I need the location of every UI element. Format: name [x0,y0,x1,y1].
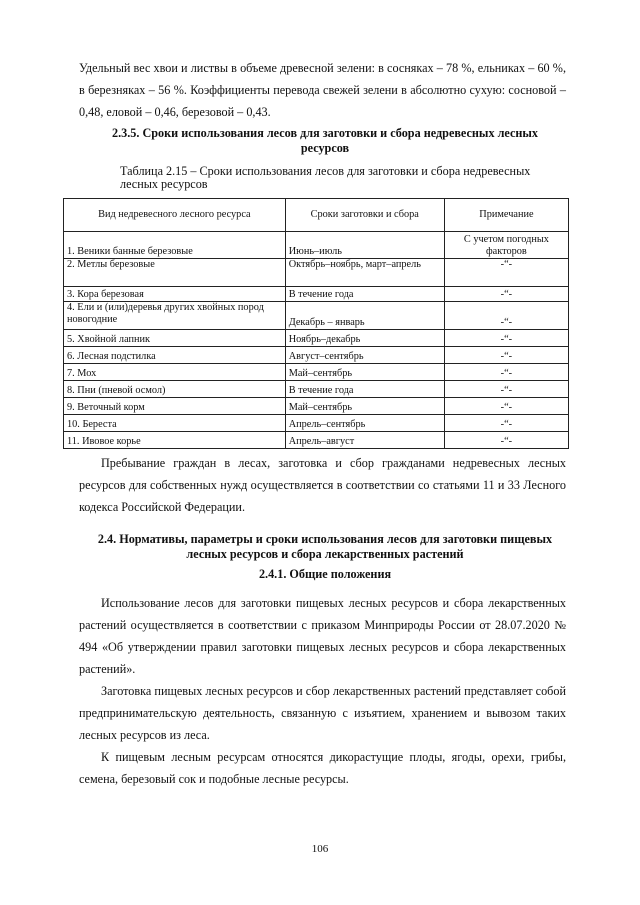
cell-period: В течение года [285,287,444,302]
table-row [64,302,569,330]
cell-type: 2. Метлы березовые [64,259,286,287]
cell-period: Июнь–июль [285,232,444,259]
cell-note: -“- [444,364,568,381]
header-resource-type: Вид недревесного лесного ресурса [64,199,286,232]
cell-period: Август–сентябрь [285,347,444,364]
cell-period: В течение года [285,381,444,398]
cell-note: -“- [444,415,568,432]
cell-note: -“- [444,287,568,302]
cell-note: -“- [444,330,568,347]
cell-period: Декабрь – январь [285,302,444,330]
cell-type: 7. Мох [64,364,286,381]
cell-period: Май–сентябрь [285,398,444,415]
paragraph-legal-basis: Использование лесов для заготовки пищевых лесных ресурсов и сбора лекарственных растений осуществляется в соответствии с приказом Минприроды России от 28.07.2020 № 494 «Об утверждении правил заготовки пищевых лесных ресурсов и сбора лекарственных растений». [79,596,566,676]
section-2-4-heading: 2.4. Нормативы, параметры и сроки использования лесов для заготовки пищевых лесных ресурсов и сбора лекарственных растений [97,532,553,561]
cell-note: -“- [444,347,568,364]
section-2-4-1-heading: 2.4.1. Общие положения [258,567,392,581]
cell-type: 5. Хвойной лапник [64,330,286,347]
cell-type: 6. Лесная подстилка [64,347,286,364]
cell-note: С учетом погодных факторов [444,232,568,259]
table-row [64,432,569,449]
cell-period: Апрель–август [285,432,444,449]
table-row [64,398,569,415]
after-table-paragraph: Пребывание граждан в лесах, заготовка и сбор гражданами недревесных лесных ресурсов для собственных нужд осуществляется в соответствии со статьями 11 и 33 Лесного кодекса Российской Федерации. [79,456,566,514]
table-row [64,287,569,302]
header-note: Примечание [444,199,568,232]
page-number: 106 [311,843,329,855]
cell-type: 1. Веники банные березовые [64,232,286,259]
cell-period: Май–сентябрь [285,364,444,381]
resources-table [63,198,569,449]
cell-period: Апрель–сентябрь [285,415,444,432]
table-row [64,232,569,259]
intro-paragraph: Удельный вес хвои и листвы в объеме древесной зелени: в сосняках – 78 %, ельниках – 60 %, в березняках – 56 %. Коэффициенты перевода свежей зелени в абсолютно сухую: сосновой – 0,48, еловой – 0,46, березовой – 0,43. [79,61,566,119]
cell-period: Ноябрь–декабрь [285,330,444,347]
table-row [64,347,569,364]
table-header-row [64,199,569,232]
header-period: Сроки заготовки и сбора [285,199,444,232]
paragraph-food-resources: К пищевым лесным ресурсам относятся дикорастущие плоды, ягоды, орехи, грибы, семена, березовый сок и подобные лесные ресурсы. [79,750,566,786]
cell-type: 10. Береста [64,415,286,432]
cell-note: -“- [444,398,568,415]
section-2-3-5-heading: 2.3.5. Сроки использования лесов для заготовки и сбора недревесных лесных ресурсов [111,126,539,155]
table-row [64,364,569,381]
table-row [64,415,569,432]
cell-type: 11. Ивовое корье [64,432,286,449]
cell-period: Октябрь–ноябрь, март–апрель [285,259,444,287]
table-row [64,259,569,287]
table-row [64,330,569,347]
cell-note: -“- [444,381,568,398]
cell-type: 4. Ели и (или)деревья других хвойных пород новогодние [64,302,286,330]
table-row [64,381,569,398]
cell-note: -“- [444,259,568,287]
cell-type: 8. Пни (пневой осмол) [64,381,286,398]
cell-type: 9. Веточный корм [64,398,286,415]
cell-note: -“- [444,302,568,330]
paragraph-definition: Заготовка пищевых лесных ресурсов и сбор лекарственных растений представляет собой предпринимательскую деятельность, связанную с изъятием, хранением и вывозом таких лесных ресурсов из леса. [79,684,566,742]
cell-note: -“- [444,432,568,449]
cell-type: 3. Кора березовая [64,287,286,302]
table-caption: Таблица 2.15 – Сроки использования лесов для заготовки и сбора недревесных лесных ресурсов [120,164,531,191]
